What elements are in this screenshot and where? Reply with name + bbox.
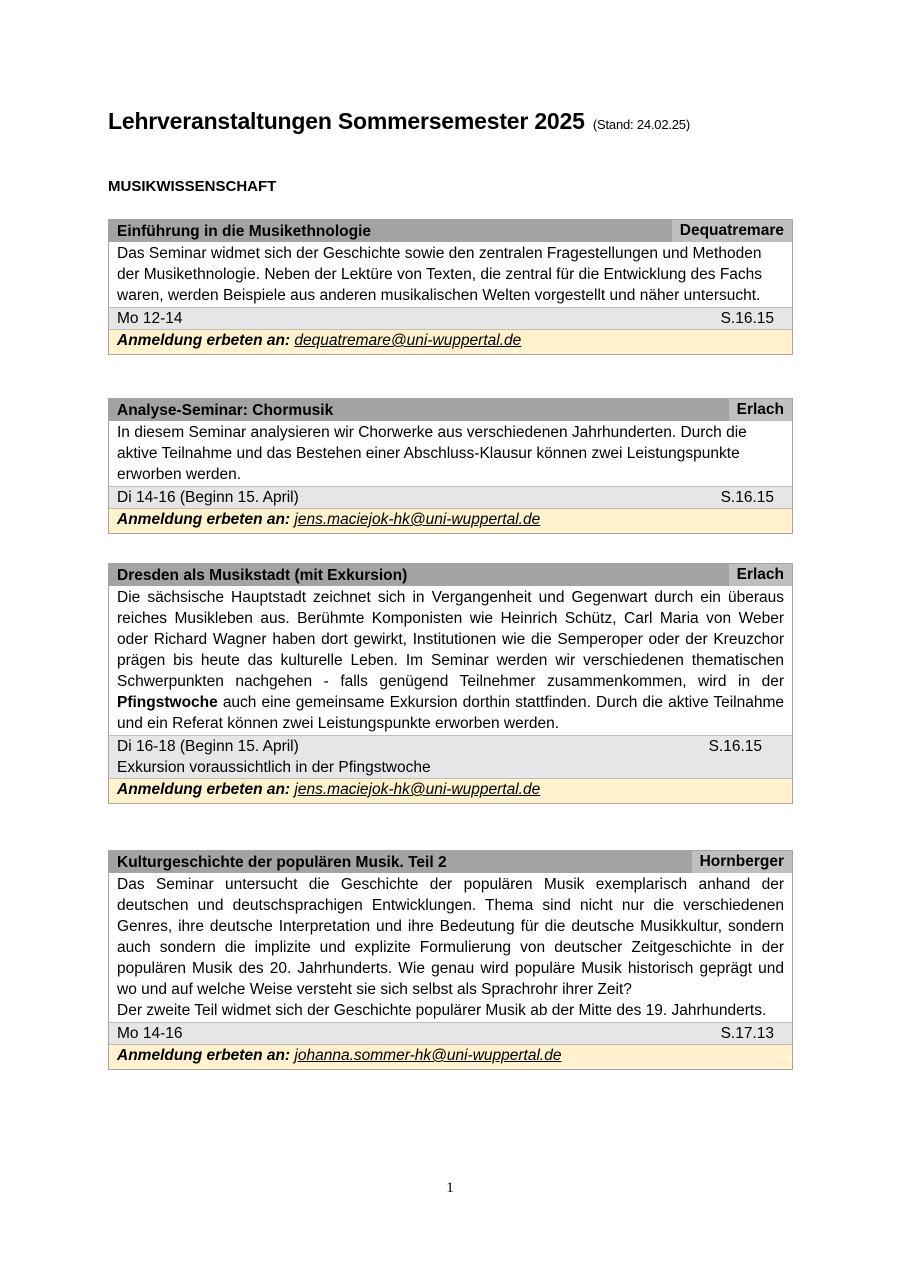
registration-email-link[interactable]: dequatremare@uni-wuppertal.de [294, 332, 522, 349]
course-header [109, 564, 792, 586]
course-title: Analyse-Seminar: Chormusik [117, 401, 334, 419]
course-time-block [117, 736, 431, 778]
course-description: Das Seminar widmet sich der Geschichte sowie den zentralen Fragestellungen und Methoden der Musikethnologie. Neben der Lektüre von Texten, die zentral für die Entwicklung des Fachs waren, werden Beispiele aus anderen musikalischen Welten vorgestellt und näher untersucht. [109, 242, 792, 307]
course-room: S.17.13 [720, 1025, 774, 1042]
course-card [108, 219, 793, 355]
course-title: Einführung in die Musikethnologie [117, 222, 372, 240]
description-paragraph: Der zweite Teil widmet sich der Geschichte populärer Musik ab der Mitte des 19. Jahrhunderts. [117, 1002, 767, 1019]
section-heading: MUSIKWISSENSCHAFT [108, 178, 277, 195]
course-schedule [109, 486, 792, 508]
course-description [109, 586, 792, 735]
course-room: S.16.15 [720, 489, 774, 506]
course-registration [109, 508, 792, 533]
course-registration [109, 329, 792, 354]
course-time-note: Exkursion voraussichtlich in der Pfingstwoche [117, 759, 431, 776]
course-schedule [109, 1022, 792, 1044]
description-highlight: Pfingstwoche [117, 694, 218, 711]
course-lecturer: Erlach [729, 399, 792, 421]
description-text: Die sächsische Hauptstadt zeichnet sich in Vergangenheit und Gegenwart durch ein überaus reiches Musikleben aus. Berühmte Komponisten wie Heinrich Schütz, Carl Maria von Weber oder Richard Wagner haben dort gewirkt, Institutionen wie die Semperoper oder der Kreuzchor prägen bis heute das kulturelle Leben. Im Seminar werden wir verschiedenen thematischen Schwerpunkten nachgehen - falls genügend Teilnehmer zusammenkommen, wird in der [117, 589, 784, 690]
course-header [109, 399, 792, 421]
page-number: 1 [446, 1180, 454, 1196]
description-text: auch eine gemeinsame Exkursion dorthin stattfinden. Durch die aktive Teilnahme und ein Referat können zwei Leistungspunkte erworben werden. [117, 694, 784, 732]
course-registration [109, 1044, 792, 1069]
course-lecturer: Hornberger [692, 851, 792, 873]
registration-email-link[interactable]: jens.maciejok-hk@uni-wuppertal.de [294, 511, 541, 528]
course-registration [109, 778, 792, 803]
course-header [109, 220, 792, 242]
course-room: S.16.15 [720, 310, 774, 327]
description-paragraph: Das Seminar untersucht die Geschichte der populären Musik exemplarisch anhand der deutschen und deutschsprachigen Entwicklungen. Thema sind nicht nur die verschiedenen Genres, ihre deutsche Interpretation und ihre Bedeutung für die deutsche Musikkultur, sondern auch sondern die implizite und explizite Formulierung von deutscher Zeitgeschichte in der populären Musik des 20. Jahrhunderts. Wie genau wird populäre Musik historisch geprägt und wo und auf welche Weise versteht sie sich selbst als Sprachrohr ihrer Zeit? [117, 876, 784, 998]
stand-date: (Stand: 24.02.25) [592, 117, 690, 132]
course-description: In diesem Seminar analysieren wir Chorwerke aus verschiedenen Jahrhunderten. Durch die aktive Teilnahme und das Bestehen einer Abschluss-Klausur können zwei Leistungspunkte erworben werden. [109, 421, 792, 486]
course-title: Dresden als Musikstadt (mit Exkursion) [117, 566, 408, 584]
course-time: Mo 14-16 [117, 1025, 183, 1042]
course-schedule [109, 307, 792, 329]
registration-label: Anmeldung erbeten an: [117, 332, 291, 349]
course-schedule [109, 735, 792, 778]
course-card [108, 398, 793, 534]
title-text: Lehrveranstaltungen Sommersemester 2025 [108, 108, 585, 134]
page-title [108, 108, 690, 135]
registration-label: Anmeldung erbeten an: [117, 511, 291, 528]
registration-label: Anmeldung erbeten an: [117, 1047, 291, 1064]
course-card [108, 563, 793, 804]
course-card [108, 850, 793, 1070]
course-lecturer: Dequatremare [672, 220, 792, 242]
registration-email-link[interactable]: johanna.sommer-hk@uni-wuppertal.de [294, 1047, 562, 1064]
course-header [109, 851, 792, 873]
course-lecturer: Erlach [729, 564, 792, 586]
course-time: Di 16-18 (Beginn 15. April) [117, 738, 299, 755]
course-title: Kulturgeschichte der populären Musik. Teil 2 [117, 853, 447, 871]
course-description [109, 873, 792, 1022]
course-room: S.16.15 [708, 738, 762, 755]
course-time: Mo 12-14 [117, 310, 183, 327]
registration-email-link[interactable]: jens.maciejok-hk@uni-wuppertal.de [294, 781, 541, 798]
course-time: Di 14-16 (Beginn 15. April) [117, 489, 299, 506]
registration-label: Anmeldung erbeten an: [117, 781, 291, 798]
